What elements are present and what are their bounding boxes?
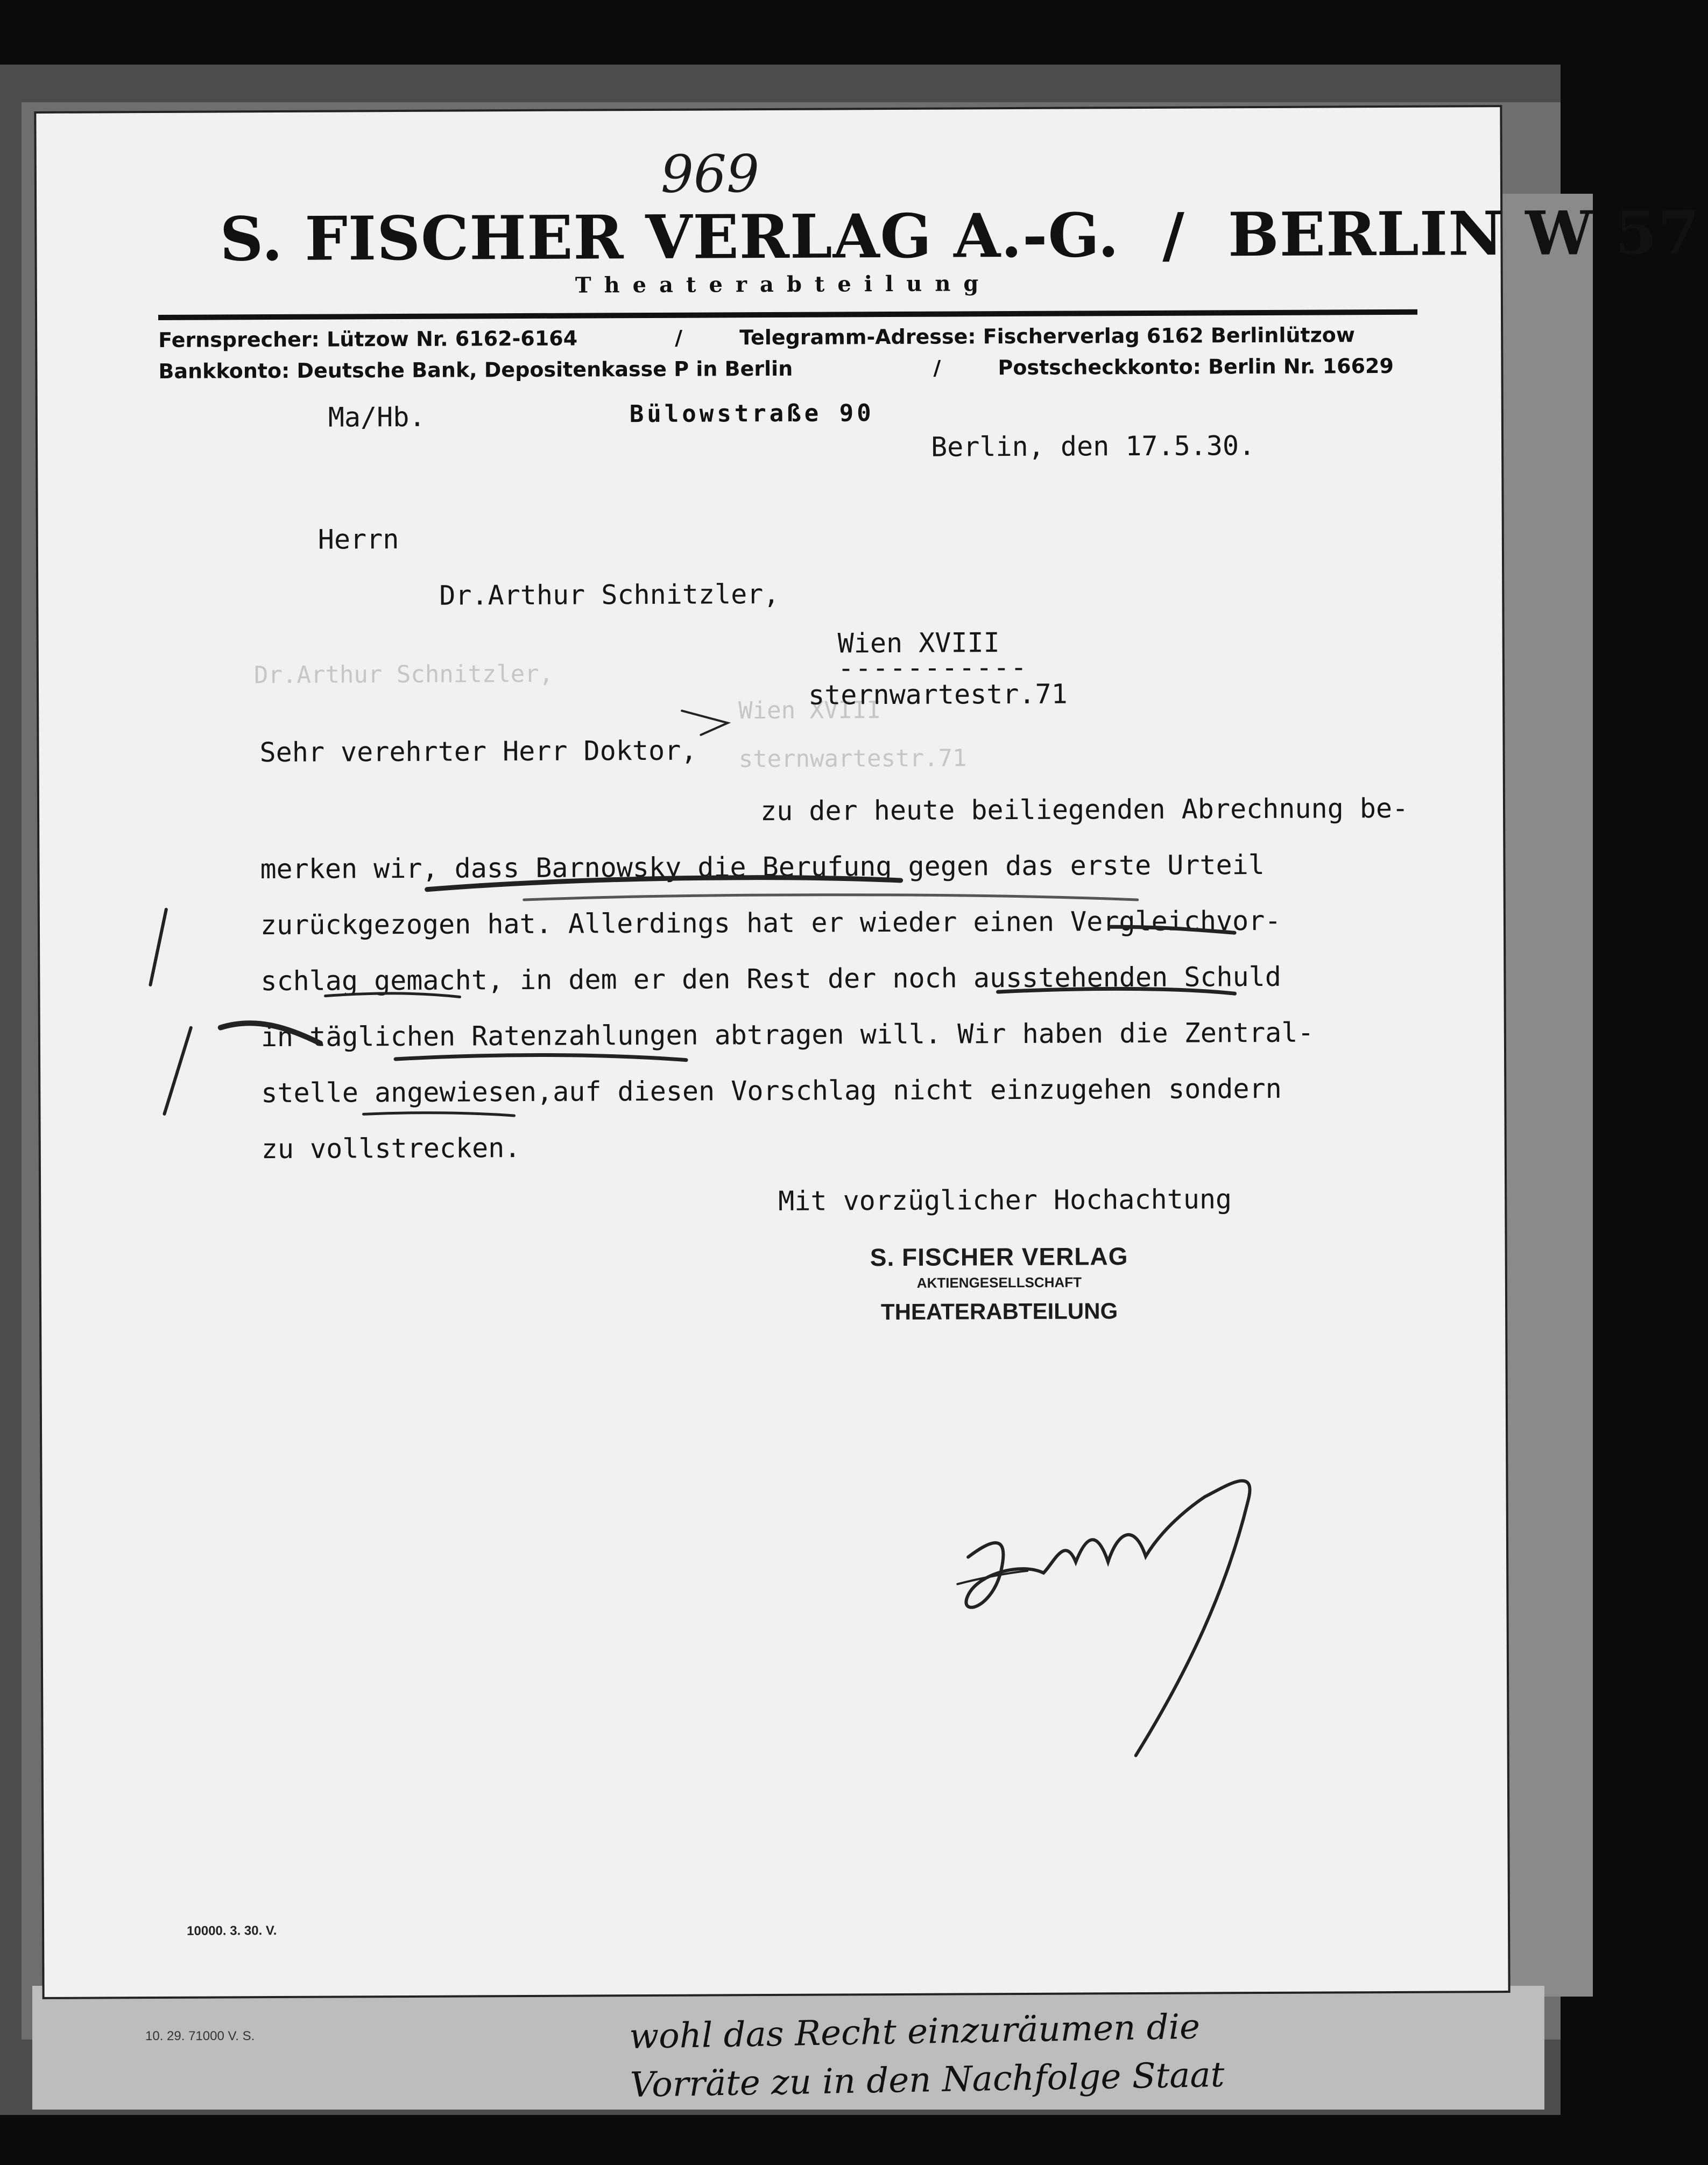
body-line: in täglichen Ratenzahlungen abtragen will. Wir haben die Zentral- (260, 1017, 1314, 1053)
stamp-line-1: S. FISCHER VERLAG (870, 1242, 1128, 1272)
underline-angewiesen (363, 1112, 514, 1116)
recipient-city: Wien XVIII (837, 627, 1000, 659)
stamp-line-2: AKTIENGESELLSCHAFT (916, 1274, 1082, 1291)
place-date: Berlin, den 17.5.30. (930, 430, 1255, 463)
telegram-address: Telegramm-Adresse: Fischerverlag 6162 Berlinlützow (739, 323, 1356, 350)
signature-stroke (957, 1571, 1027, 1584)
contact-separator: / (933, 356, 941, 380)
underline-schuld (998, 988, 1234, 995)
underlying-sheet-bottom (32, 1986, 1544, 2110)
show-through-text: Dr.Arthur Schnitzler, (253, 660, 554, 689)
postcheck-account: Postscheckkonto: Berlin Nr. 16629 (998, 354, 1394, 380)
underline-barnowsky (427, 877, 901, 890)
recipient-street: sternwartestr.71 (808, 678, 1068, 711)
pencil-tick-greeting (682, 710, 728, 735)
greeting: Sehr verehrter Herr Doktor, (259, 735, 697, 768)
show-through-text: sternwartestr.71 (738, 744, 967, 773)
closing-phrase: Mit vorzüglicher Hochachtung (778, 1183, 1232, 1217)
underlying-sheet-edge (1496, 194, 1593, 1997)
body-line: schlag gemacht, in dem er den Rest der noch ausstehenden Schuld (260, 961, 1281, 997)
handwritten-note (629, 1997, 1556, 2110)
recipient-salutation-line: Herrn (317, 524, 399, 555)
phone-number: Fernsprecher: Lützow Nr. 6162-6164 (158, 326, 578, 352)
underline-vergleich (1111, 926, 1234, 933)
body-line: zurückgezogen hat. Allerdings hat er wieder einen Vergleichvor- (260, 905, 1281, 941)
underlying-form-code: 10. 29. 71000 V. S. (145, 2029, 255, 2043)
signature (965, 1481, 1251, 1757)
pencil-tick (221, 1023, 320, 1044)
body-line: merken wir, dass Barnowsky die Berufung gegen das erste Urteil (260, 849, 1265, 885)
form-code: 10000. 3. 30. V. (187, 1923, 277, 1938)
body-line: zu vollstrecken. (261, 1132, 521, 1165)
recipient-name: Dr.Arthur Schnitzler, (439, 578, 780, 611)
contact-separator: / (675, 326, 683, 350)
bank-account: Bankkonto: Deutsche Bank, Depositenkasse P in Berlin (158, 356, 793, 383)
stamp-line-3: THEATERABTEILUNG (880, 1298, 1118, 1325)
show-through-text: Wien XVIII (738, 696, 881, 725)
letter-page (36, 107, 1700, 1997)
department-name: Theaterabteilung (575, 271, 992, 298)
handwritten-note-line: Vorräte zu in den Nachfolge Staat (630, 2055, 1225, 2105)
recipient-city-underline: ----------- (837, 651, 1028, 684)
street-address: Bülowstraße 90 (629, 399, 874, 428)
margin-stroke-1 (150, 909, 167, 985)
margin-stroke-2 (164, 1028, 192, 1114)
pencil-marks (36, 107, 1508, 1997)
body-line: zu der heute beiliegenden Abrechnung be- (760, 792, 1409, 827)
underline-berufung (524, 893, 1138, 902)
underline-ratenzahlungen (396, 1054, 686, 1061)
reference-code: Ma/Hb. (328, 401, 426, 433)
letterhead-separator: / (1162, 200, 1185, 271)
company-city: BERLIN W 57 (1227, 198, 1700, 271)
archive-number: 969 (660, 144, 760, 204)
underline-gemacht (326, 993, 460, 997)
handwritten-note-line: wohl das Recht einzuräumen die (629, 2007, 1201, 2057)
company-name: S. FISCHER VERLAG A.-G. (220, 200, 1120, 275)
body-line: stelle angewiesen,auf diesen Vorschlag nicht einzugehen sondern (261, 1073, 1282, 1109)
